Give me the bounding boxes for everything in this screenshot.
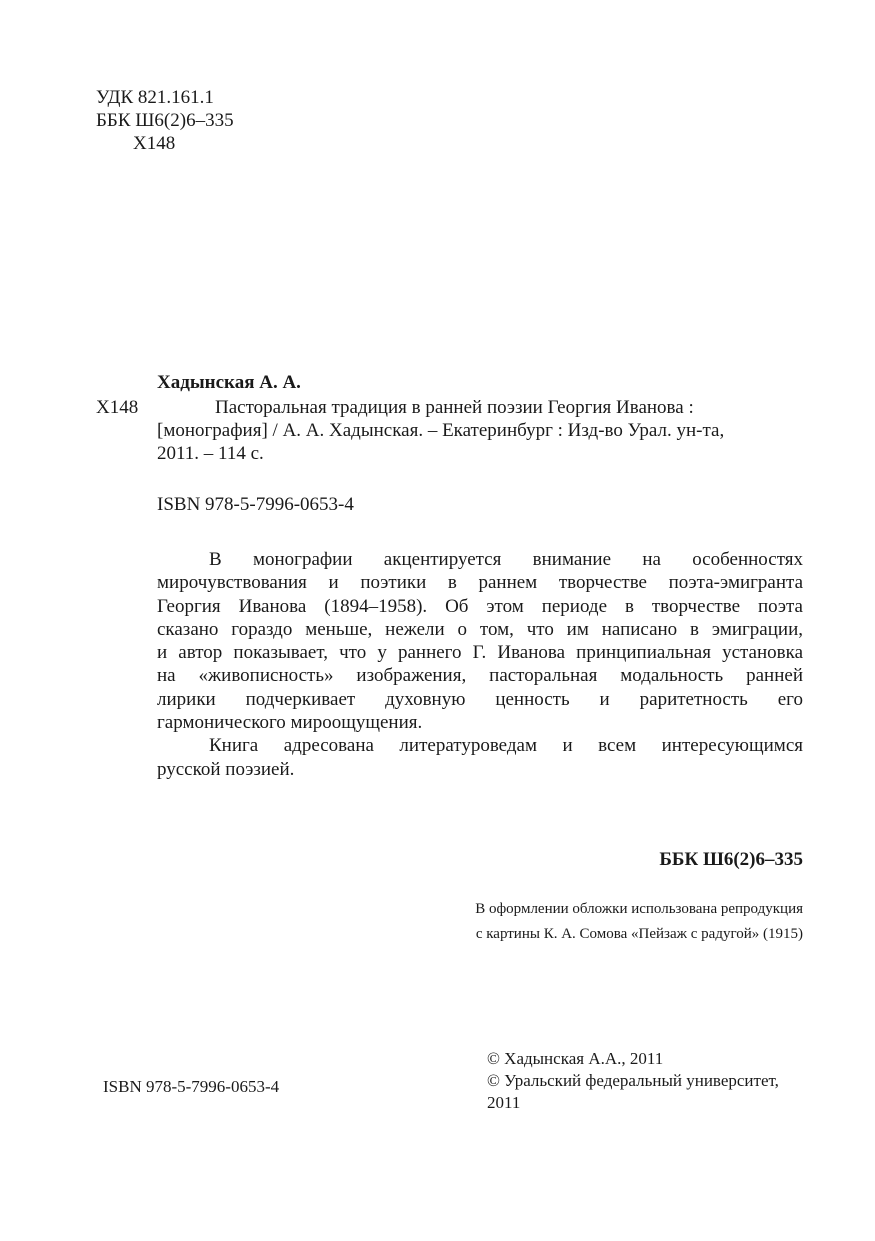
record-title-line-2: [монография] / А. А. Хадынская. – Екатеринбург : Изд-во Урал. ун-та,	[157, 420, 725, 441]
copyright-year: 2011	[487, 1093, 521, 1112]
copyright-author: © Хадынская А.А., 2011	[487, 1049, 664, 1068]
author-mark: Х148	[133, 133, 176, 154]
bottom-isbn: ISBN 978-5-7996-0653-4	[103, 1077, 280, 1096]
bbk-code: ББК Ш6(2)6–335	[96, 110, 234, 131]
abstract-line: лирики подчеркивает духовную ценность и раритетность его	[157, 688, 803, 710]
record-title-line-3: 2011. – 114 с.	[157, 443, 264, 464]
abstract-line: мирочувствования и поэтики в раннем творчестве поэта-эмигранта	[157, 572, 803, 594]
record-author-mark: Х148	[96, 397, 139, 418]
record-isbn: ISBN 978-5-7996-0653-4	[157, 494, 354, 515]
footer-bbk-code: ББК Ш6(2)6–335	[659, 849, 803, 870]
abstract-line: и автор показывает, что у раннего Г. Иванова принципиальная установка	[157, 642, 803, 664]
abstract-line: на «живописность» изображения, пасторальная модальность ранней	[157, 665, 803, 687]
abstract	[157, 548, 803, 781]
abstract-line: русской поэзией.	[157, 758, 295, 780]
record-title-line-1: Пасторальная традиция в ранней поэзии Георгия Иванова :	[215, 397, 694, 418]
copyright-university: © Уральский федеральный университет,	[487, 1071, 779, 1090]
record-author: Хадынская А. А.	[157, 372, 301, 393]
abstract-line: В монографии акцентируется внимание на особенностях	[209, 549, 803, 570]
cover-note-line-1: В оформлении обложки использована репродукция	[475, 901, 803, 917]
udk-code: УДК 821.161.1	[96, 87, 214, 108]
cover-note-line-2: с картины К. А. Сомова «Пейзаж с радугой» (1915)	[475, 926, 803, 942]
abstract-line: Книга адресована литературоведам и всем интересующимся	[209, 735, 803, 757]
abstract-line: Георгия Иванова (1894–1958). Об этом периоде в творчестве поэта	[157, 595, 803, 617]
abstract-line: сказано гораздо меньше, нежели о том, что им написано в эмиграции,	[157, 618, 803, 640]
abstract-line: гармонического мироощущения.	[157, 712, 423, 734]
